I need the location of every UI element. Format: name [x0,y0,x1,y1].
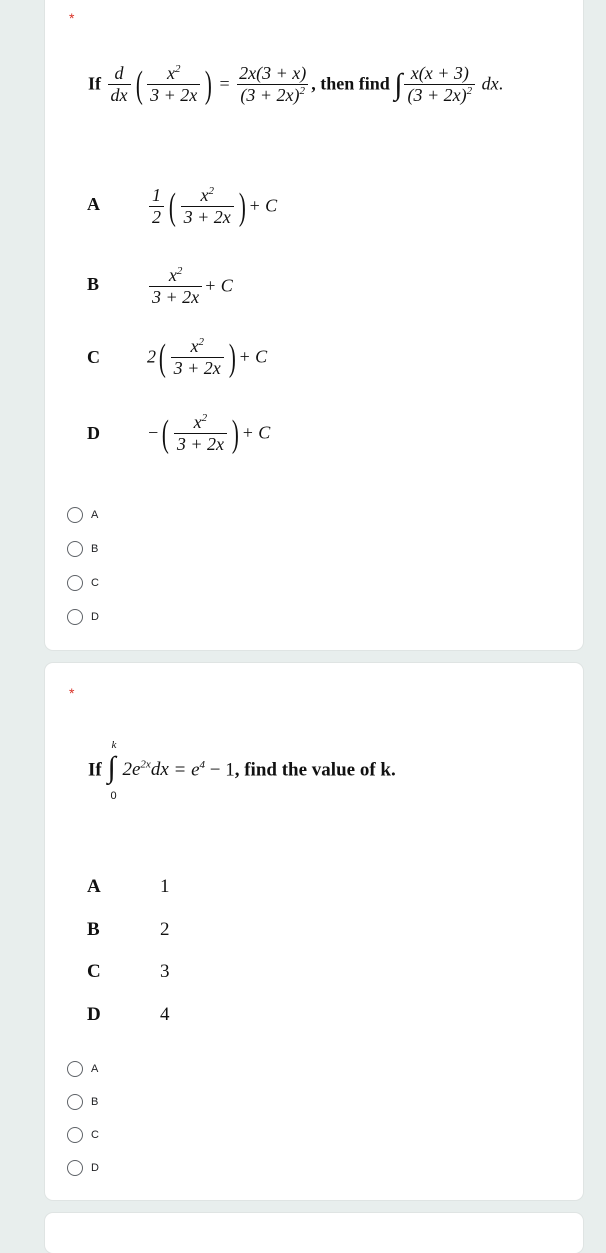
option-d-value: 4 [160,1004,170,1025]
then-find-text: , then find [311,73,390,94]
radio-button[interactable] [67,575,83,591]
option-d-expression: −( $\frac{x^2}{3 + 2x}$ ) + C [147,412,271,456]
question-2-prefix: If [88,759,102,781]
required-asterisk: * [69,10,75,26]
option-b-letter: B [87,919,100,940]
choice-label: D [91,611,99,623]
find-text: , find the value of k. [234,759,396,781]
rhs-exponent: 4 [199,759,206,772]
choice-a[interactable] [67,1061,98,1077]
option-b-value: 2 [160,919,170,940]
choice-d[interactable] [67,609,99,625]
choice-c[interactable] [67,575,99,591]
option-d-letter: D [87,1004,101,1025]
option-a-letter: A [87,876,101,897]
choice-c[interactable] [67,1127,99,1143]
radio-button[interactable] [67,1061,83,1077]
radio-button[interactable] [67,1094,83,1110]
option-c-letter: C [87,961,101,982]
option-b-letter: B [87,274,100,294]
choice-b[interactable] [67,1094,98,1110]
choice-label: C [91,577,99,589]
radio-button[interactable] [67,1127,83,1143]
question-card-3 [45,1213,583,1253]
radio-button[interactable] [67,609,83,625]
integral-sign: k ∫ 0 [107,739,117,802]
question-card-2 [45,663,583,1200]
equation-rhs: = e [173,759,200,781]
choice-label: B [91,543,99,555]
option-c-expression: 2( $\frac{x^2}{3 + 2x}$ ) + C [147,336,268,380]
option-b-expression: $\frac{x^2}{3 + 2x}$ + C [147,266,233,308]
question-1-suffix: . [498,73,504,94]
choice-b[interactable] [67,541,98,557]
question-1-text: If $\frac{d}{dx}$ ( $\frac{x^2}{3 + 2x}$ ) = $\frac{2x(3 + x)}{(3 + 2x)^2}$ , then find ∫ $\frac{x(x + 3)}{(3 + 2x)^2}$ dx. [88,63,504,107]
option-a-letter: A [87,194,100,214]
lower-limit: 0 [110,790,117,802]
upper-limit: k [111,739,117,751]
radio-button[interactable] [67,507,83,523]
radio-button[interactable] [67,1160,83,1176]
required-asterisk: * [69,685,75,701]
choice-label: A [91,509,99,521]
question-2-text: If k ∫ 0 $2e^{2x}dx = e^4 - 1$, find the value of k. [88,739,396,802]
rhs-tail: − 1 [205,759,235,781]
choice-label: B [91,1096,99,1108]
option-c-value: 3 [160,961,170,982]
radio-button[interactable] [67,541,83,557]
question-card-1 [45,0,583,650]
choice-label: A [91,1063,99,1075]
question-1-prefix: If [88,73,101,94]
choice-a[interactable] [67,507,98,523]
option-a-value: 1 [160,876,170,897]
choice-label: D [91,1162,99,1174]
choice-d[interactable] [67,1160,99,1176]
choice-label: C [91,1129,99,1141]
option-a-expression: $\frac{1}{2}$ ( $\frac{x^2}{3 + 2x}$ ) + C [147,186,277,228]
option-c-letter: C [87,347,100,367]
option-d-letter: D [87,423,100,443]
